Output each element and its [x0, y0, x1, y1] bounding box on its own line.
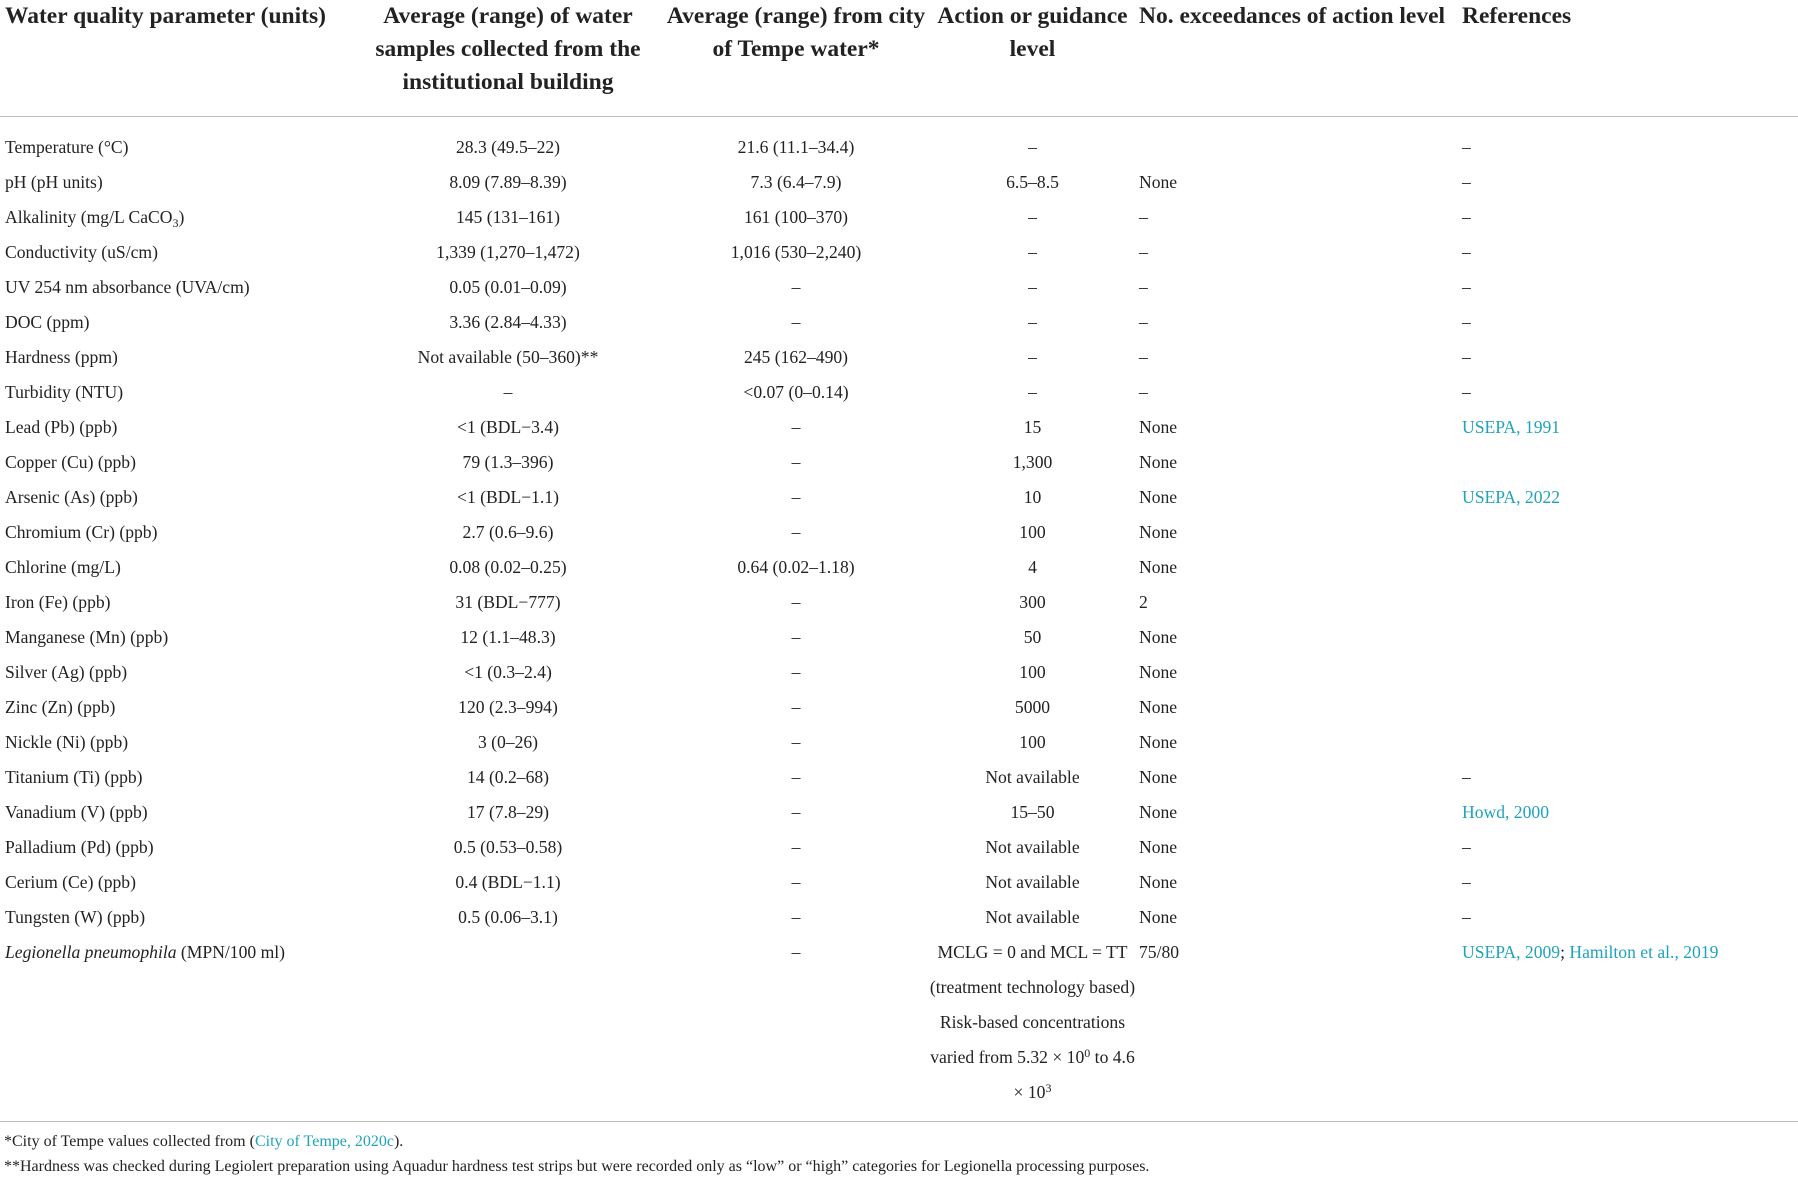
reference-separator: ;	[1560, 942, 1570, 962]
cell-parameter	[0, 725, 352, 760]
parameter-label: Vanadium (V) (ppb)	[5, 802, 148, 822]
cell-references: –	[1462, 382, 1471, 402]
cell-action-level: –	[1028, 277, 1037, 297]
cell-building: <1 (0.3–2.4)	[464, 662, 552, 682]
cell-exceedances: None	[1139, 872, 1178, 892]
cell-exceedances: None	[1139, 557, 1178, 577]
parameter-label: Turbidity (NTU)	[5, 382, 124, 402]
reference-link-usepa-2009[interactable]: USEPA, 2009	[1462, 942, 1561, 962]
cell-exceedances: None	[1139, 697, 1178, 717]
cell-building: –	[503, 382, 513, 402]
parameter-label: Alkalinity (mg/L CaCO	[5, 207, 173, 227]
cell-action-level: 100	[1019, 732, 1046, 752]
cell-building: 79 (1.3–396)	[462, 452, 554, 472]
cell-exceedances: –	[1139, 207, 1148, 227]
table-row	[0, 550, 1798, 585]
table-row	[0, 795, 1798, 830]
cell-exceedances: None	[1139, 802, 1178, 822]
action-line-5-text: × 10	[1013, 1082, 1046, 1102]
cell-references: –	[1462, 207, 1471, 227]
parameter-label: Tungsten (W) (ppb)	[5, 907, 146, 927]
cell-action-level	[928, 935, 1137, 1110]
footnote-1-link[interactable]: City of Tempe, 2020c	[254, 1133, 394, 1150]
cell-tempe: 161 (100–370)	[743, 207, 849, 227]
action-line-4	[928, 1040, 1137, 1075]
cell-tempe: <0.07 (0–0.14)	[743, 382, 849, 402]
cell-exceedances	[1137, 117, 1461, 166]
cell-references: –	[1462, 277, 1471, 297]
cell-references: –	[1462, 137, 1471, 157]
cell-action-level: 300	[1019, 592, 1046, 612]
cell-exceedances: None	[1139, 417, 1178, 437]
cell-action-level: –	[1028, 137, 1037, 157]
parameter-label: UV 254 nm absorbance (UVA/cm)	[5, 277, 250, 297]
cell-references	[1461, 410, 1798, 445]
parameter-label: Nickle (Ni) (ppb)	[5, 732, 129, 752]
cell-tempe: 21.6 (11.1–34.4)	[737, 137, 855, 157]
cell-tempe: –	[791, 872, 801, 892]
cell-exceedances: None	[1139, 452, 1178, 472]
cell-parameter	[0, 480, 352, 515]
cell-building: 0.4 (BDL−1.1)	[455, 872, 561, 892]
cell-parameter	[0, 585, 352, 620]
cell-parameter	[0, 865, 352, 900]
cell-tempe: –	[791, 732, 801, 752]
cell-tempe: –	[791, 277, 801, 297]
cell-parameter	[0, 165, 352, 200]
cell-parameter	[0, 235, 352, 270]
table-row	[0, 165, 1798, 200]
parameter-label: Palladium (Pd) (ppb)	[5, 837, 154, 857]
cell-tempe: –	[791, 907, 801, 927]
cell-tempe: –	[791, 522, 801, 542]
cell-tempe: –	[791, 837, 801, 857]
table-row	[0, 270, 1798, 305]
parameter-label: Cerium (Ce) (ppb)	[5, 872, 136, 892]
cell-parameter	[0, 900, 352, 935]
cell-tempe: –	[791, 592, 801, 612]
table-row	[0, 305, 1798, 340]
table-bottom-rule	[0, 1121, 1798, 1122]
cell-references	[1461, 585, 1798, 620]
cell-building: 0.5 (0.53–0.58)	[453, 837, 563, 857]
parameter-label: Chromium (Cr) (ppb)	[5, 522, 158, 542]
cell-action-level: –	[1028, 242, 1037, 262]
cell-parameter	[0, 830, 352, 865]
table-row	[0, 410, 1798, 445]
cell-exceedances: –	[1139, 277, 1148, 297]
parameter-label: Zinc (Zn) (ppb)	[5, 697, 116, 717]
legionella-units: (MPN/100 ml)	[176, 942, 286, 962]
parameter-label: Silver (Ag) (ppb)	[5, 662, 128, 682]
reference-link-hamilton-2019[interactable]: Hamilton et al., 2019	[1569, 942, 1719, 962]
parameter-label: Lead (Pb) (ppb)	[5, 417, 118, 437]
cell-exceedances: None	[1139, 732, 1178, 752]
cell-action-level: 100	[1019, 662, 1046, 682]
parameter-label: Manganese (Mn) (ppb)	[5, 627, 169, 647]
cell-building: <1 (BDL−1.1)	[457, 487, 559, 507]
footnote-hardness: **Hardness was checked during Legiolert preparation using Aquadur hardness test strips but were recorded only as “low” or “high” categories for Legionella processing purposes.	[4, 1158, 1150, 1175]
table-row	[0, 340, 1798, 375]
cell-exceedances: –	[1139, 242, 1148, 262]
action-line-4-tail: to 4.6	[1090, 1047, 1135, 1067]
cell-parameter	[0, 515, 352, 550]
cell-exceedances: None	[1139, 767, 1178, 787]
parameter-label: DOC (ppm)	[5, 312, 90, 332]
action-line-3: Risk-based concentrations	[939, 1012, 1126, 1032]
table-row	[0, 900, 1798, 935]
table-row	[0, 375, 1798, 410]
parameter-label: Titanium (Ti) (ppb)	[5, 767, 143, 787]
action-line-1: MCLG = 0 and MCL = TT	[937, 942, 1128, 962]
parameter-label-tail: )	[178, 207, 185, 227]
cell-action-level: 50	[1023, 627, 1042, 647]
cell-tempe: –	[791, 767, 801, 787]
cell-parameter	[0, 550, 352, 585]
cell-action-level: –	[1028, 312, 1037, 332]
cell-building: <1 (BDL−3.4)	[457, 417, 559, 437]
cell-exceedances: 2	[1139, 592, 1148, 612]
footnote-1-text: *City of Tempe values collected from (	[4, 1133, 255, 1150]
cell-references: –	[1462, 242, 1471, 262]
cell-tempe: 1,016 (530–2,240)	[730, 242, 862, 262]
cell-parameter	[0, 117, 352, 166]
cell-exceedances: None	[1139, 487, 1178, 507]
cell-action-level: 4	[1028, 557, 1037, 577]
table-row	[0, 235, 1798, 270]
footnote-tempe-source	[4, 1132, 403, 1152]
cell-parameter	[0, 200, 352, 235]
table-row	[0, 515, 1798, 550]
cell-action-level: 15	[1023, 417, 1042, 437]
cell-parameter	[0, 270, 352, 305]
cell-building: 0.08 (0.02–0.25)	[449, 557, 567, 577]
cell-exceedances: None	[1139, 172, 1178, 192]
cell-references: –	[1462, 312, 1471, 332]
table-row	[0, 200, 1798, 235]
cell-exceedances: –	[1139, 382, 1148, 402]
cell-building: 31 (BDL−777)	[455, 592, 561, 612]
cell-references	[1461, 480, 1798, 515]
cell-building: 3 (0–26)	[477, 732, 539, 752]
cell-action-level: Not available	[985, 907, 1080, 927]
legionella-name: Legionella pneumophila	[5, 942, 177, 962]
parameter-label: Conductivity (uS/cm)	[5, 242, 158, 262]
cell-action-level: Not available	[985, 837, 1080, 857]
action-line-2: (treatment technology based)	[929, 977, 1136, 997]
cell-action-level: –	[1028, 382, 1037, 402]
parameter-label: Chlorine (mg/L)	[5, 557, 121, 577]
cell-building: 2.7 (0.6–9.6)	[462, 522, 554, 542]
cell-building	[352, 935, 664, 1110]
cell-action-level: –	[1028, 347, 1037, 367]
parameter-label: Iron (Fe) (ppb)	[5, 592, 111, 612]
cell-building: 3.36 (2.84–4.33)	[449, 312, 567, 332]
parameter-label: Hardness (ppm)	[5, 347, 118, 367]
cell-exceedances: None	[1139, 662, 1178, 682]
cell-tempe: –	[791, 417, 801, 437]
parameter-label: Temperature (°C)	[5, 137, 129, 157]
cell-action-level: Not available	[985, 767, 1080, 787]
header-exceedances: No. exceedances of action level	[1137, 0, 1461, 117]
cell-parameter	[0, 935, 352, 1110]
cell-parameter	[0, 410, 352, 445]
cell-parameter	[0, 375, 352, 410]
parameter-label: Copper (Cu) (ppb)	[5, 452, 136, 472]
cell-references: –	[1462, 872, 1471, 892]
table-row	[0, 620, 1798, 655]
table-row	[0, 480, 1798, 515]
cell-parameter	[0, 445, 352, 480]
cell-references	[1461, 655, 1798, 690]
cell-tempe: –	[791, 697, 801, 717]
cell-action-level: 6.5–8.5	[1006, 172, 1059, 192]
cell-parameter	[0, 690, 352, 725]
cell-references: –	[1462, 907, 1471, 927]
table-row	[0, 690, 1798, 725]
header-building-average: Average (range) of water samples collected from the institutional building	[352, 0, 664, 117]
cell-references: –	[1462, 767, 1471, 787]
cell-references	[1461, 690, 1798, 725]
cell-building: 1,339 (1,270–1,472)	[436, 242, 580, 262]
cell-tempe: 0.64 (0.02–1.18)	[737, 557, 855, 577]
cell-tempe: –	[791, 312, 801, 332]
cell-exceedances: None	[1139, 522, 1178, 542]
table-row	[0, 117, 1798, 166]
cell-tempe: –	[791, 627, 801, 647]
table-row	[0, 445, 1798, 480]
table-row	[0, 830, 1798, 865]
table-header-row	[0, 0, 1798, 117]
cell-tempe: –	[791, 487, 801, 507]
cell-building: 0.5 (0.06–3.1)	[458, 907, 558, 927]
cell-parameter	[0, 655, 352, 690]
action-superscript-1: 0	[1084, 1046, 1091, 1060]
cell-exceedances: –	[1139, 347, 1148, 367]
parameter-subscript: 3	[172, 216, 179, 230]
table-row	[0, 585, 1798, 620]
cell-references	[1461, 445, 1798, 480]
cell-action-level: 100	[1019, 522, 1046, 542]
cell-tempe: –	[791, 452, 801, 472]
cell-parameter	[0, 340, 352, 375]
table-row-legionella	[0, 935, 1798, 1110]
cell-exceedances: 75/80	[1139, 942, 1180, 962]
cell-building: 8.09 (7.89–8.39)	[449, 172, 567, 192]
cell-building: 28.3 (49.5–22)	[455, 137, 561, 157]
cell-exceedances: None	[1139, 837, 1178, 857]
table-row	[0, 760, 1798, 795]
cell-building: 14 (0.2–68)	[466, 767, 550, 787]
cell-action-level: 15–50	[1010, 802, 1055, 822]
table-row	[0, 725, 1798, 760]
cell-parameter	[0, 795, 352, 830]
cell-references: –	[1462, 347, 1471, 367]
cell-tempe: –	[791, 942, 801, 962]
footnote-1-tail: ).	[393, 1133, 404, 1150]
cell-tempe: 245 (162–490)	[743, 347, 849, 367]
reference-link[interactable]: Howd, 2000	[1462, 802, 1549, 822]
cell-references: –	[1462, 837, 1471, 857]
cell-references	[1461, 935, 1798, 1110]
cell-tempe: –	[791, 802, 801, 822]
cell-building: 120 (2.3–994)	[458, 697, 558, 717]
table-row	[0, 655, 1798, 690]
cell-action-level: Not available	[985, 872, 1080, 892]
header-tempe-average: Average (range) from city of Tempe water*	[664, 0, 928, 117]
parameter-label: pH (pH units)	[5, 172, 103, 192]
action-line-5	[928, 1075, 1137, 1110]
cell-building: Not available (50–360)**	[417, 347, 599, 367]
header-references: References	[1461, 0, 1798, 117]
action-superscript-2: 3	[1045, 1081, 1052, 1095]
cell-tempe: 7.3 (6.4–7.9)	[750, 172, 842, 192]
cell-references: –	[1462, 172, 1471, 192]
header-action-level: Action or guidance level	[928, 0, 1137, 117]
table-row	[0, 865, 1798, 900]
cell-references	[1461, 620, 1798, 655]
cell-action-level: 10	[1023, 487, 1042, 507]
reference-link[interactable]: USEPA, 2022	[1462, 487, 1561, 507]
cell-exceedances: None	[1139, 907, 1178, 927]
reference-link[interactable]: USEPA, 1991	[1462, 417, 1561, 437]
cell-exceedances: None	[1139, 627, 1178, 647]
cell-building: 0.05 (0.01–0.09)	[449, 277, 567, 297]
cell-tempe: –	[791, 662, 801, 682]
cell-references	[1461, 725, 1798, 760]
cell-references	[1461, 515, 1798, 550]
cell-parameter	[0, 760, 352, 795]
table-body	[0, 117, 1798, 1111]
cell-building: 12 (1.1–48.3)	[460, 627, 556, 647]
cell-building: 145 (131–161)	[455, 207, 561, 227]
cell-building: 17 (7.8–29)	[466, 802, 550, 822]
header-parameter: Water quality parameter (units)	[0, 0, 352, 117]
cell-parameter	[0, 620, 352, 655]
action-line-4-text: varied from 5.32 × 10	[930, 1047, 1085, 1067]
cell-references	[1461, 550, 1798, 585]
parameter-label: Arsenic (As) (ppb)	[5, 487, 138, 507]
cell-action-level: 1,300	[1012, 452, 1053, 472]
cell-parameter	[0, 305, 352, 340]
cell-references	[1461, 795, 1798, 830]
cell-action-level: 5000	[1014, 697, 1051, 717]
cell-exceedances: –	[1139, 312, 1148, 332]
cell-action-level: –	[1028, 207, 1037, 227]
